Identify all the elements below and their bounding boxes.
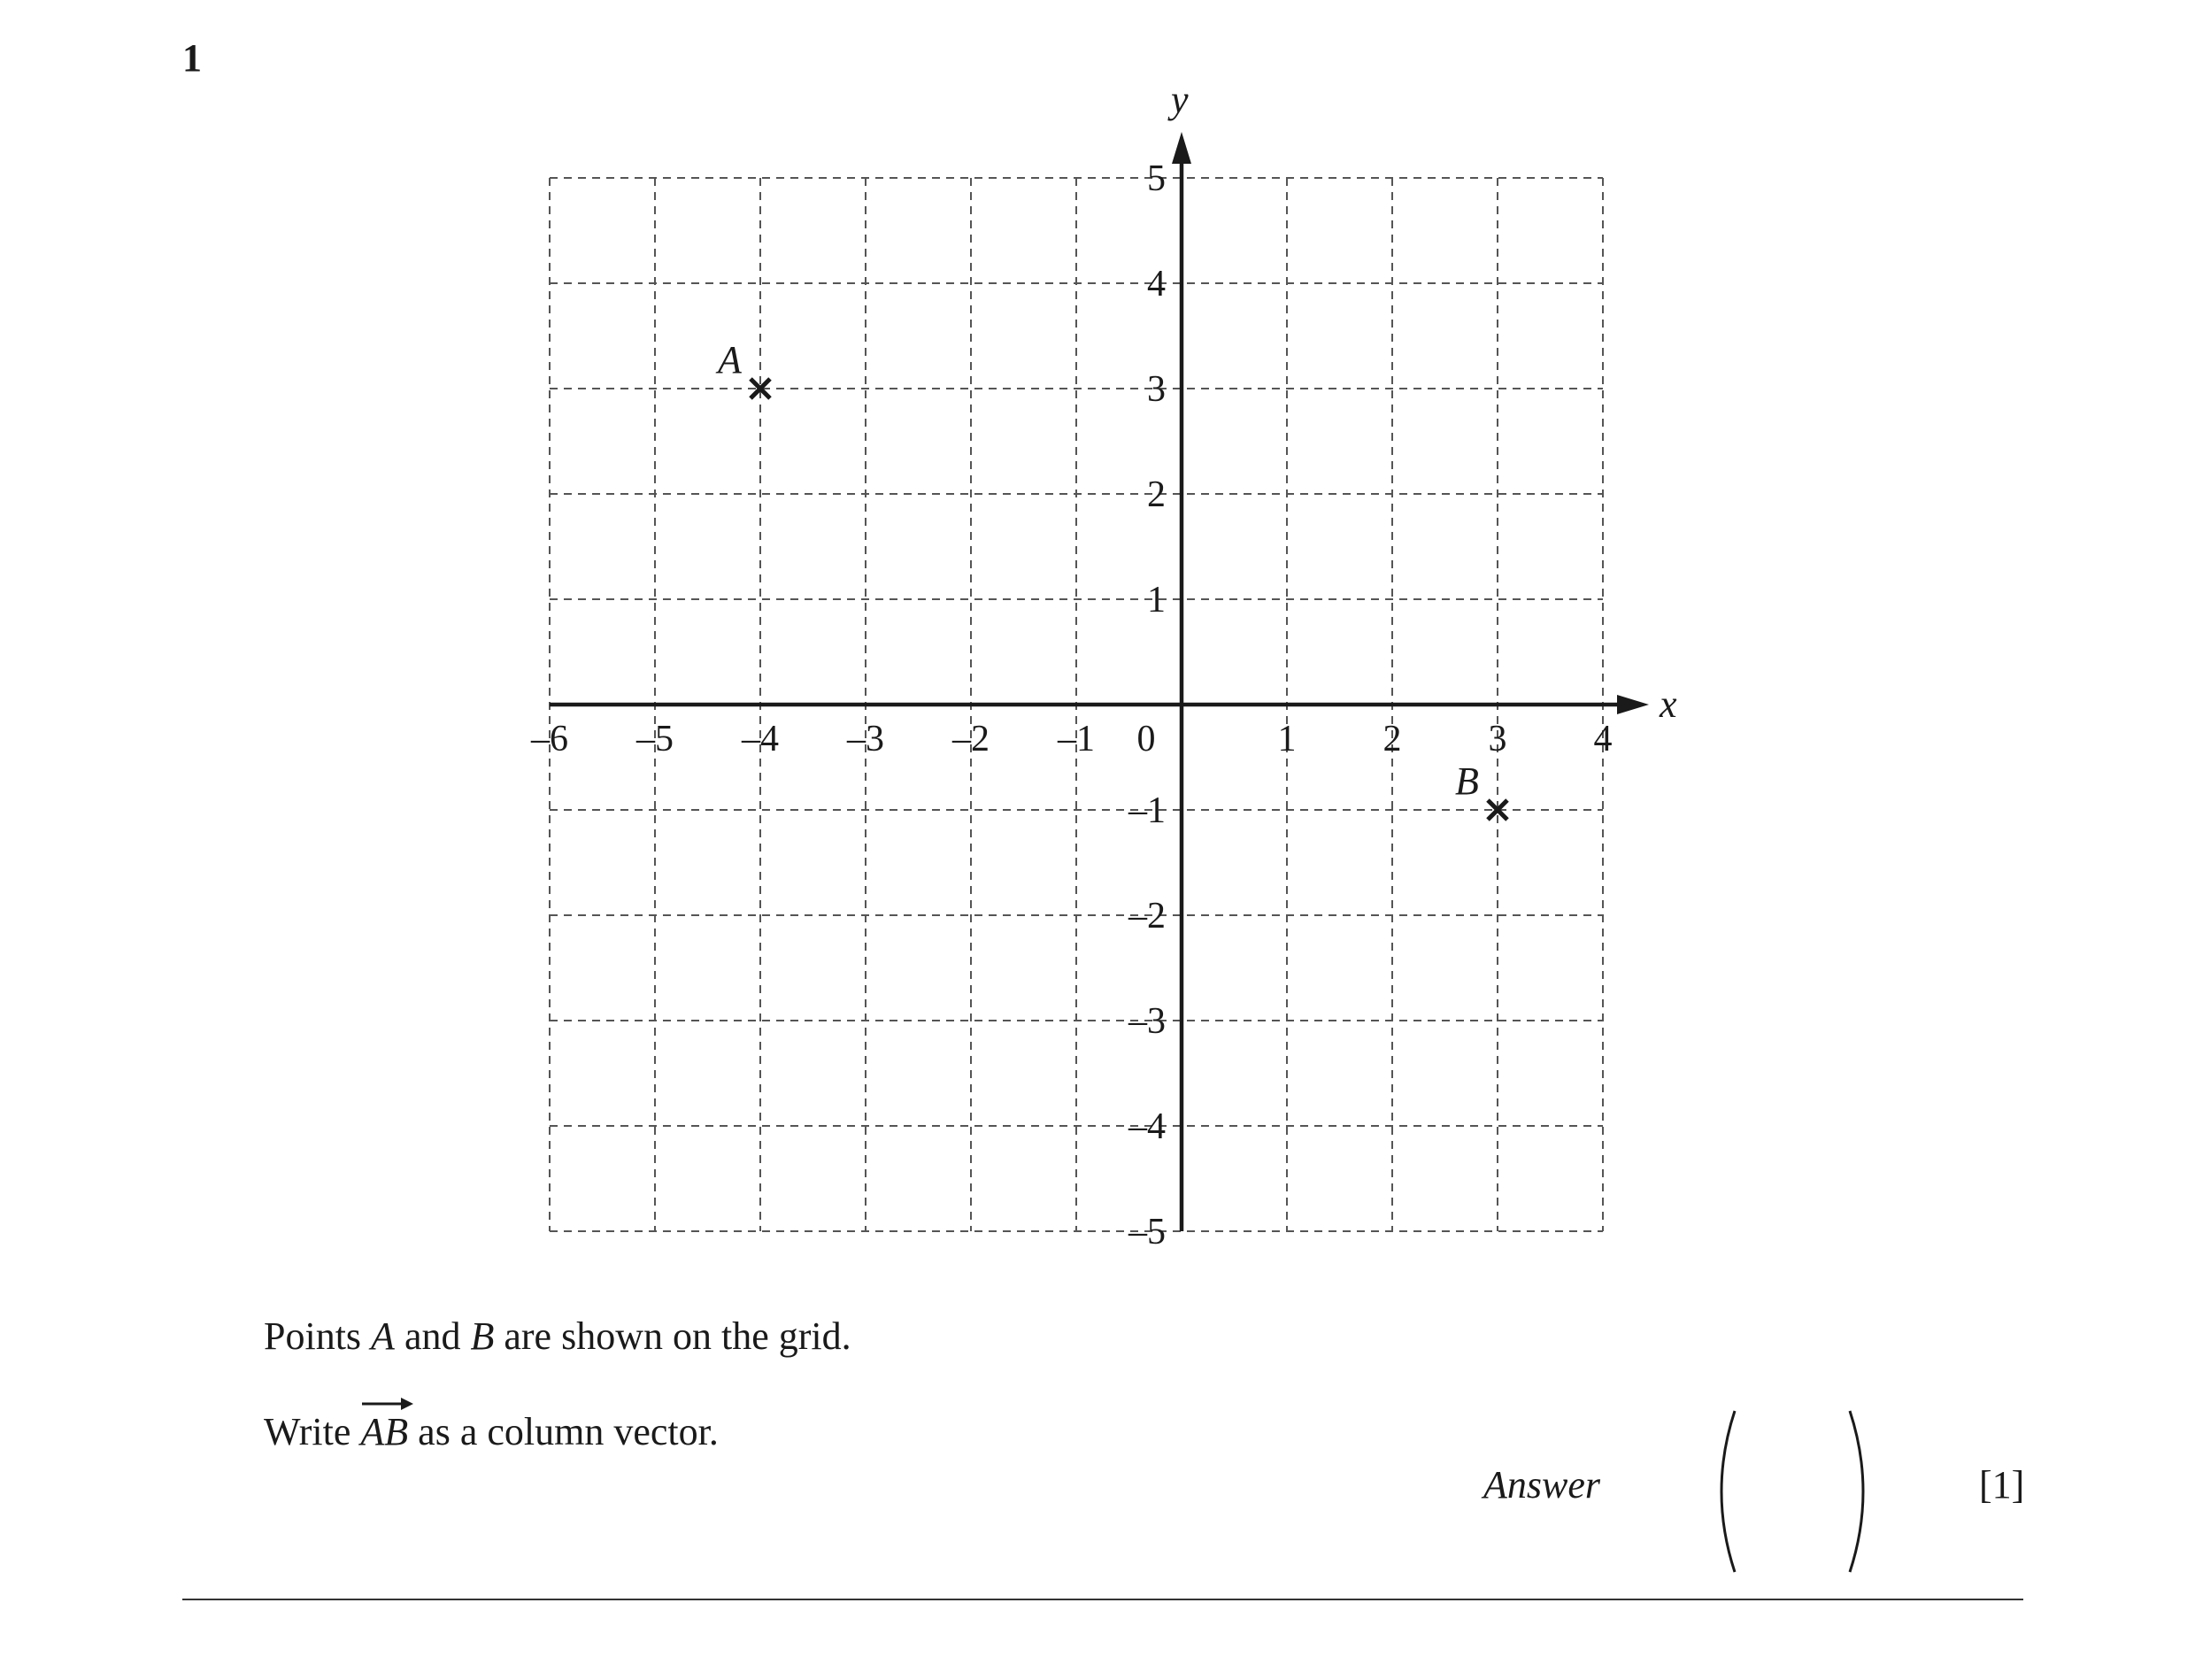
y-tick-label: –5 [1128,1212,1166,1252]
answer-rule [182,1599,2023,1600]
left-bracket-icon [1721,1411,1735,1572]
line1-suffix: are shown on the grid. [494,1314,851,1358]
marks-indicator: [1] [1979,1463,2025,1507]
line1-prefix: Points [264,1314,372,1358]
x-tick-label: –5 [636,719,674,759]
x-axis-label: x [1660,682,1677,726]
x-tick-label: –3 [847,719,884,759]
x-tick-label: 4 [1593,719,1613,759]
point-a-ref: A [371,1314,395,1358]
line1-middle: and [394,1314,471,1358]
question-line-points [264,1314,851,1359]
x-tick-labels [530,719,1613,759]
vector-ab-label: AB [360,1410,409,1453]
answer-label: Answer [1483,1463,1600,1507]
y-axis-label: y [1171,78,1189,121]
y-tick-label: 3 [1147,369,1166,410]
point-b-ref: B [470,1314,495,1358]
x-tick-label: 0 [1136,719,1156,759]
y-tick-label: 5 [1147,158,1166,199]
vector-ab [360,1409,408,1454]
right-bracket-icon [1850,1411,1863,1572]
x-tick-label: –6 [531,719,568,759]
y-tick-label: 2 [1147,474,1166,515]
y-axis-arrow-icon [1172,132,1191,164]
question-number: 1 [182,36,202,80]
line2-prefix: Write [264,1410,361,1453]
vector-arrow-icon [360,1397,413,1411]
x-tick-label: –2 [952,719,990,759]
x-tick-label: –4 [742,719,779,759]
y-tick-label: –4 [1128,1106,1166,1147]
x-tick-label: –1 [1058,719,1095,759]
y-tick-label: 1 [1147,580,1166,620]
y-tick-label: 4 [1147,264,1166,304]
y-tick-label: –1 [1128,790,1166,831]
point-label-b: B [1455,759,1479,803]
x-tick-label: 3 [1488,719,1507,759]
x-axis-arrow-icon [1617,695,1649,714]
x-tick-label: 1 [1277,719,1297,759]
axes [550,78,1677,1231]
y-tick-label: –3 [1128,1001,1166,1042]
y-tick-label: –2 [1128,896,1166,936]
question-line-instruction [264,1409,719,1454]
point-label-a: A [718,338,742,381]
x-tick-label: 2 [1382,719,1402,759]
answer-column-vector-brackets[interactable] [1708,1407,1885,1576]
line2-suffix: as a column vector. [408,1410,719,1453]
